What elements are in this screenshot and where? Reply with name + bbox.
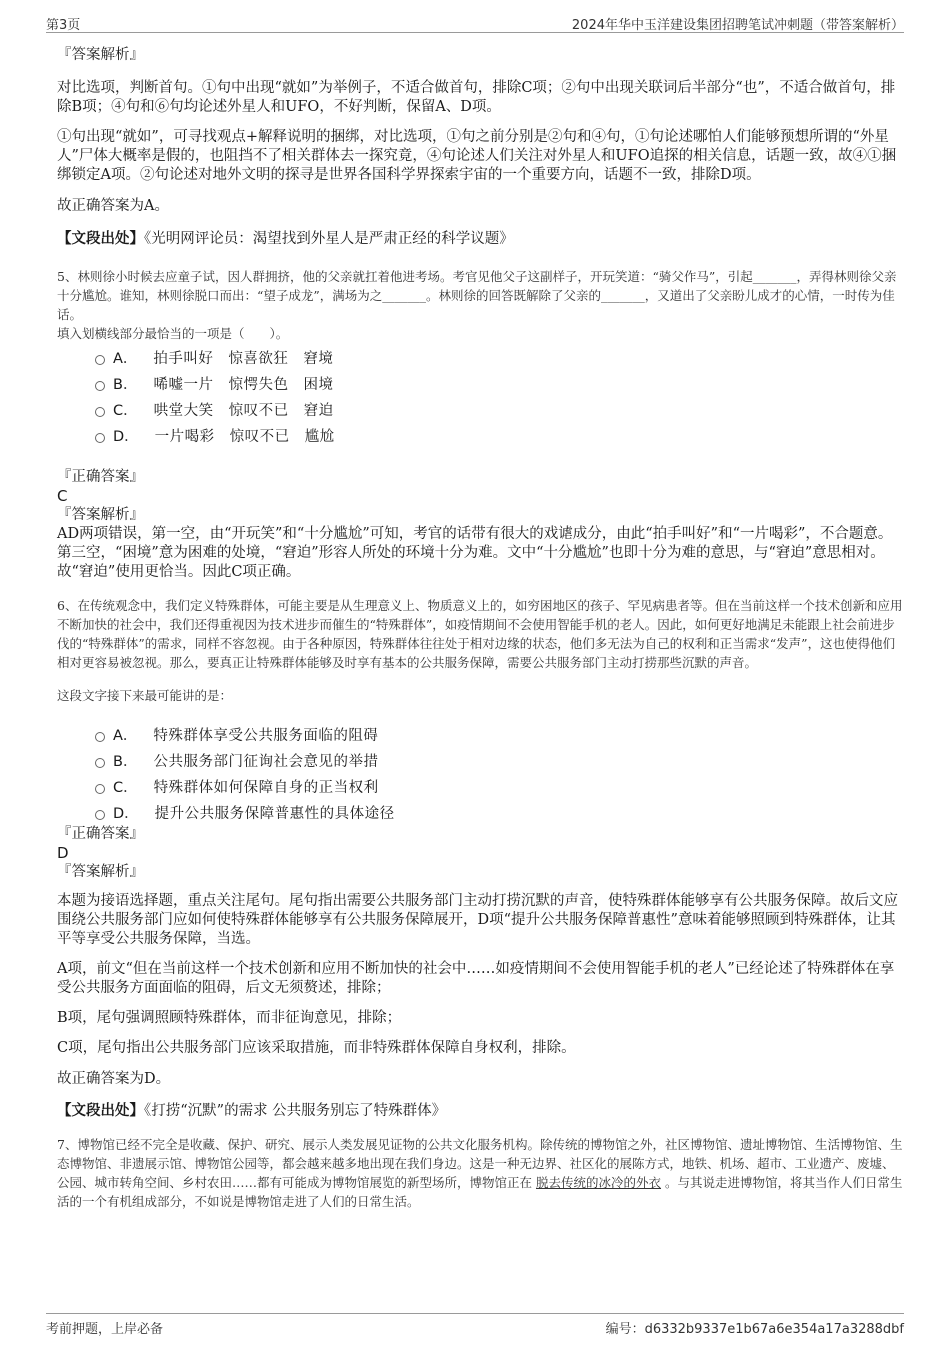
q6-stem: 6、在传统观念中，我们定义特殊群体，可能主要是从生理意义上、物质意义上的，如穷困地区的孩子、罕见病患者等。但在当前这样一个技术创新和应用不断加快的社会中，我们还得重视因为技术进步而催生的“特殊群体”，如疫情期间不会使用智能手机的老人。因此，如何更好地满足未能跟上社会前进步伐的“特殊群体”的需求，同样不容忽视。由于各种原因，特殊群体往往处于相对边缘的状态，他们多无法为自己的权利和正当需求“发声”，这也使得他们相对更容易被忽视。那么，要真正让特殊群体能够及时享有基本的公共服务保障，需要公共服务部门主动打捞那些沉默的声音。 xyxy=(57,598,903,670)
radio-icon[interactable] xyxy=(95,810,105,820)
q6-answer: D xyxy=(57,844,69,862)
q6-analysis-para4: C项，尾句指出公共服务部门应该采取措施，而非特殊群体保障自身权利，排除。 xyxy=(57,1040,576,1056)
q5-option-a[interactable]: A． 拍手叫好 惊喜欲狂 窘境 xyxy=(95,344,904,370)
q5-prompt: 填入划横线部分最恰当的一项是（ ）。 xyxy=(57,326,289,341)
page-number: 第3页 xyxy=(46,18,81,33)
q4-analysis-para2: ①句出现“就如”，可寻找观点+解释说明的捆绑，对比选项，①句之前分别是②句和④句，①句论述哪怕人们能够预想所谓的“外星人”尸体大概率是假的，也阻挡不了相关群体去一探究竟，④句论述人们关注对外星人和UFO追探的相关信息，话题一致，故④①捆绑锁定A项。②句论述对地外文明的探寻是世界各国科学界探索宇宙的一个重要方向，话题不一致，排除D项。 xyxy=(57,129,897,183)
page-header xyxy=(46,10,904,33)
q4-conclusion: 故正确答案为A。 xyxy=(57,198,169,214)
radio-icon[interactable] xyxy=(95,784,105,794)
q6-conclusion: 故正确答案为D。 xyxy=(57,1071,171,1087)
q5-stem: 5、林则徐小时候去应童子试，因人群拥挤，他的父亲就扛着他进考场。考官见他父子这副样子，开玩笑道：“骑父作马”，引起_______，弄得林则徐父亲十分尴尬。谁知，林则徐脱口而出：“望子成龙”，满场为之_______。林则徐的回答既解除了父亲的_______，又道出了父亲盼儿成才的心情，一时传为佳话。 xyxy=(57,269,897,322)
q7-underlined-phrase: 脱去传统的冰冷的外衣 xyxy=(536,1175,662,1190)
q6-analysis-label: 『答案解析』 xyxy=(57,864,144,880)
footer-slogan: 考前押题，上岸必备 xyxy=(46,1322,164,1337)
radio-icon[interactable] xyxy=(95,355,105,365)
radio-icon[interactable] xyxy=(95,433,105,443)
q6-option-b[interactable]: B． 公共服务部门征询社会意见的举措 xyxy=(95,747,904,773)
q6-option-a[interactable]: A． 特殊群体享受公共服务面临的阻碍 xyxy=(95,721,904,747)
q5-option-c[interactable]: C． 哄堂大笑 惊叹不已 窘迫 xyxy=(95,396,904,422)
q6-prompt: 这段文字接下来最可能讲的是： xyxy=(57,688,233,703)
q6-source-title: 《打捞“沉默”的需求 公共服务别忘了特殊群体》 xyxy=(144,1103,447,1119)
q7-stem: 7、博物馆已经不完全是收藏、保护、研究、展示人类发展见证物的公共文化服务机构。除传统的博物馆之外，社区博物馆、遗址博物馆、生活博物馆、生态博物馆、非遗展示馆、博物馆公园等，都会越来越多地出现在我们身边。这是一种无边界、社区化的展陈方式，地铁、机场、超市、工业遗产、废墟、公园、城市转角空间、乡村农田……都有可能成为博物馆展览的新型场所，博物馆正在 脱去传统的冰冷的外衣 。与其说走进博物馆，将其当作人们日常生活的一个有机组成部分，不如说是博物馆走进了人们的日常生活。 xyxy=(57,1137,903,1209)
q6-answer-label: 『正确答案』 xyxy=(57,826,144,842)
radio-icon[interactable] xyxy=(95,758,105,768)
q6-option-d[interactable]: D． 提升公共服务保障普惠性的具体途径 xyxy=(95,799,904,825)
q5-analysis-label: 『答案解析』 xyxy=(57,507,144,523)
q6-analysis-para3: B项，尾句强调照顾特殊群体，而非征询意见，排除； xyxy=(57,1010,402,1026)
q5-analysis: AD两项错误，第一空，由“开玩笑”和“十分尴尬”可知，考官的话带有很大的戏谑成分，由此“拍手叫好”和“一片喝彩”，不合题意。第三空，“困境”意为困难的处境，“窘迫”形容人所处的环境十分为难。文中“十分尴尬”也即十分为难的意思，与“窘迫”意思相对。故“窘迫”使用更恰当。因此C项正确。 xyxy=(57,526,893,580)
footer-doc-id: 编号：d6332b9337e1b67a6e354a17a3288dbf xyxy=(605,1322,904,1337)
q6-options xyxy=(95,721,904,825)
radio-icon[interactable] xyxy=(95,732,105,742)
document-title: 2024年华中玉洋建设集团招聘笔试冲刺题（带答案解析） xyxy=(571,18,904,33)
q5-options xyxy=(95,344,904,448)
radio-icon[interactable] xyxy=(95,381,105,391)
page-footer xyxy=(46,1313,904,1336)
q4-source-tag: 【文段出处】 xyxy=(57,230,144,247)
q4-source xyxy=(57,229,904,249)
q6-source xyxy=(57,1101,904,1121)
q4-source-title: 《光明网评论员：渴望找到外星人是严肃正经的科学议题》 xyxy=(144,231,514,247)
q6-analysis-para2: A项，前文“但在当前这样一个技术创新和应用不断加快的社会中……如疫情期间不会使用智能手机的老人”已经论述了特殊群体在享受公共服务方面面临的阻碍，后文无须赘述，排除； xyxy=(57,961,895,996)
q5-answer: C xyxy=(57,487,68,505)
q5-option-b[interactable]: B． 唏嘘一片 惊愕失色 困境 xyxy=(95,370,904,396)
q4-analysis-label: 『答案解析』 xyxy=(57,47,144,63)
q5-answer-label: 『正确答案』 xyxy=(57,469,144,485)
q6-source-tag: 【文段出处】 xyxy=(57,1102,144,1119)
radio-icon[interactable] xyxy=(95,407,105,417)
q4-analysis-para1: 对比选项，判断首句。①句中出现“就如”为举例子，不适合做首句，排除C项；②句中出现关联词后半部分“也”，不适合做首句，排除B项；④句和⑥句均论述外星人和UFO，不好判断，保留A、D项。 xyxy=(57,80,896,115)
page-content xyxy=(57,46,904,1211)
q5-option-d[interactable]: D． 一片喝彩 惊叹不已 尴尬 xyxy=(95,422,904,448)
q6-option-c[interactable]: C． 特殊群体如何保障自身的正当权利 xyxy=(95,773,904,799)
q6-analysis-para1: 本题为接语选择题，重点关注尾句。尾句指出需要公共服务部门主动打捞沉默的声音，使特殊群体能够享有公共服务保障。故后文应围绕公共服务部门应如何使特殊群体能够享有公共服务保障展开，D项“提升公共服务保障普惠性”意味着能够照顾到特殊群体，让其平等享受公共服务保障，当选。 xyxy=(57,893,898,947)
